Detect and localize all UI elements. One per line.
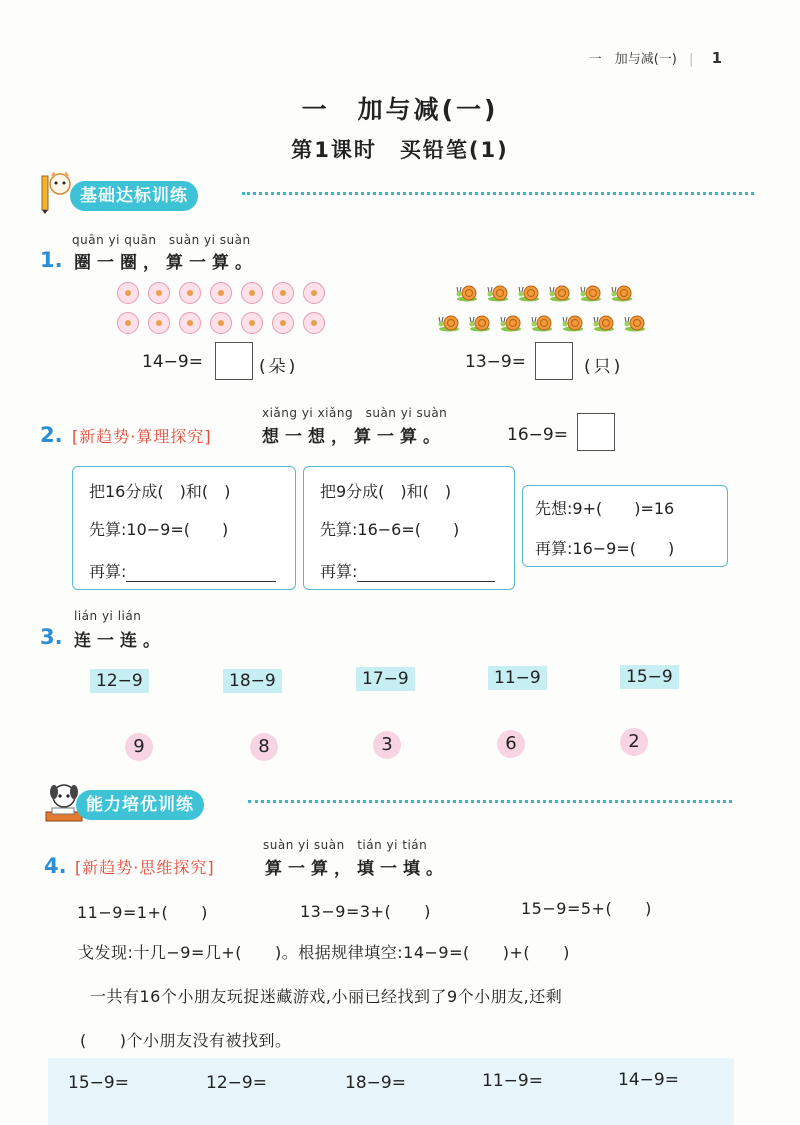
card2-line1: 把9分成( )和( ) — [320, 482, 452, 501]
q3-expression-5[interactable]: 15−9 — [620, 665, 679, 689]
flower-icon[interactable] — [303, 312, 325, 334]
q2-expression: 16−9= — [507, 425, 568, 445]
card3-line2: 再算:16−9=( ) — [535, 539, 675, 558]
snail-icon[interactable] — [518, 282, 542, 302]
flower-icon[interactable] — [210, 312, 232, 334]
card2-answer-line[interactable] — [357, 565, 495, 582]
strip-expression-4: 11−9= — [482, 1071, 543, 1091]
q2-instruction: 想一想，算一算。 — [262, 427, 446, 447]
q4-equation-2: 13−9=3+( ) — [300, 902, 431, 921]
flower-group — [117, 282, 332, 338]
q2-pinyin: xiǎng yi xiǎng suàn yi suàn — [262, 406, 448, 420]
q3-expression-4[interactable]: 11−9 — [488, 666, 547, 690]
q2-answer-box[interactable] — [577, 413, 615, 451]
snail-icon[interactable] — [500, 312, 524, 332]
q3-answer-ball-2[interactable]: 8 — [250, 733, 278, 761]
q1-right-unit: (只) — [584, 357, 624, 377]
page-number: 1 — [711, 49, 722, 67]
snail-icon[interactable] — [624, 312, 648, 332]
card2-line2: 先算:16−6=( ) — [320, 520, 460, 539]
flower-icon[interactable] — [272, 312, 294, 334]
q4-pattern-line: 戈发现:十几−9=几+( )。根据规律填空:14−9=( )+( ) — [78, 943, 570, 962]
flower-icon[interactable] — [148, 312, 170, 334]
q4-story-line-1: 一共有16个小朋友玩捉迷藏游戏,小丽已经找到了9个小朋友,还剩 — [90, 987, 563, 1006]
q4-story-line-2: ( )个小朋友没有被找到。 — [80, 1031, 292, 1050]
q3-answer-ball-4[interactable]: 6 — [497, 730, 525, 758]
q3-number: 3. — [40, 625, 63, 649]
flower-icon[interactable] — [117, 282, 139, 304]
q1-pinyin: quān yi quān suàn yi suàn — [72, 233, 251, 247]
section-banner-basic: 基础达标训练 — [70, 181, 198, 211]
q2-tag: [新趋势·算理探究] — [72, 427, 212, 446]
q3-pinyin: lián yi lián — [74, 609, 142, 623]
q3-expression-2[interactable]: 18−9 — [223, 669, 282, 693]
q3-expression-1[interactable]: 12−9 — [90, 669, 149, 693]
card3-line1: 先想:9+( )=16 — [535, 499, 675, 518]
snail-icon[interactable] — [531, 312, 555, 332]
snail-icon[interactable] — [456, 282, 480, 302]
snail-icon[interactable] — [469, 312, 493, 332]
snail-icon[interactable] — [438, 312, 462, 332]
q3-answer-ball-1[interactable]: 9 — [125, 733, 153, 761]
q1-right-answer-box[interactable] — [535, 342, 573, 380]
strip-expression-5: 14−9= — [618, 1070, 679, 1090]
strip-expression-1: 15−9= — [68, 1073, 129, 1093]
snail-icon[interactable] — [593, 312, 617, 332]
running-title: 一 加与减(一) — [588, 52, 677, 67]
flower-icon[interactable] — [241, 312, 263, 334]
q4-tag: [新趋势·思维探究] — [75, 858, 215, 877]
q1-left-answer-box[interactable] — [215, 342, 253, 380]
running-header — [589, 48, 722, 67]
q4-instruction: 算一算，填一填。 — [265, 859, 449, 879]
flower-icon[interactable] — [210, 282, 232, 304]
snail-icon[interactable] — [580, 282, 604, 302]
q3-answer-ball-3[interactable]: 3 — [373, 731, 401, 759]
flower-icon[interactable] — [148, 282, 170, 304]
dotted-divider — [242, 192, 754, 195]
snail-icon[interactable] — [487, 282, 511, 302]
card1-answer-line[interactable] — [126, 565, 276, 582]
flower-icon[interactable] — [179, 312, 201, 334]
flower-icon[interactable] — [241, 282, 263, 304]
snail-icon[interactable] — [549, 282, 573, 302]
pencil-kitten-icon — [38, 170, 74, 218]
flower-icon[interactable] — [117, 312, 139, 334]
method-card-3 — [522, 485, 728, 567]
strip-expression-2: 12−9= — [206, 1073, 267, 1093]
q4-equation-1: 11−9=1+( ) — [77, 903, 208, 922]
header-divider: | — [689, 52, 694, 67]
section-banner-advanced: 能力培优训练 — [76, 790, 204, 820]
flower-icon[interactable] — [179, 282, 201, 304]
strip-expression-3: 18−9= — [345, 1073, 406, 1093]
flower-icon[interactable] — [272, 282, 294, 304]
card2-line3 — [320, 559, 495, 582]
q1-instruction: 圈一圈，算一算。 — [74, 253, 258, 273]
card1-line1: 把16分成( )和( ) — [89, 482, 231, 501]
q1-left-expression: 14−9= — [142, 352, 203, 372]
snail-icon[interactable] — [562, 312, 586, 332]
q4-equation-3: 15−9=5+( ) — [521, 899, 652, 918]
page-title: 一 加与减(一) — [301, 95, 499, 124]
snail-icon[interactable] — [611, 282, 635, 302]
card1-line2: 先算:10−9=( ) — [89, 520, 229, 539]
card1-line3 — [89, 559, 276, 582]
q3-expression-3[interactable]: 17−9 — [356, 667, 415, 691]
q3-instruction: 连一连。 — [74, 631, 166, 651]
flower-icon[interactable] — [303, 282, 325, 304]
q4-pinyin: suàn yi suàn tián yi tián — [263, 838, 428, 852]
method-card-1 — [72, 466, 296, 590]
card1-label: 再算: — [89, 562, 127, 581]
lesson-title: 第1课时 买铅笔(1) — [291, 138, 509, 162]
dotted-divider-2 — [248, 800, 732, 803]
method-card-2 — [303, 466, 515, 590]
q4-number: 4. — [44, 854, 67, 878]
q3-answer-ball-5[interactable]: 2 — [620, 728, 648, 756]
q1-left-unit: (朵) — [259, 357, 299, 377]
card2-label: 再算: — [320, 562, 358, 581]
q1-number: 1. — [40, 248, 63, 272]
q1-right-expression: 13−9= — [465, 352, 526, 372]
snail-group — [438, 282, 653, 338]
q2-number: 2. — [40, 423, 63, 447]
